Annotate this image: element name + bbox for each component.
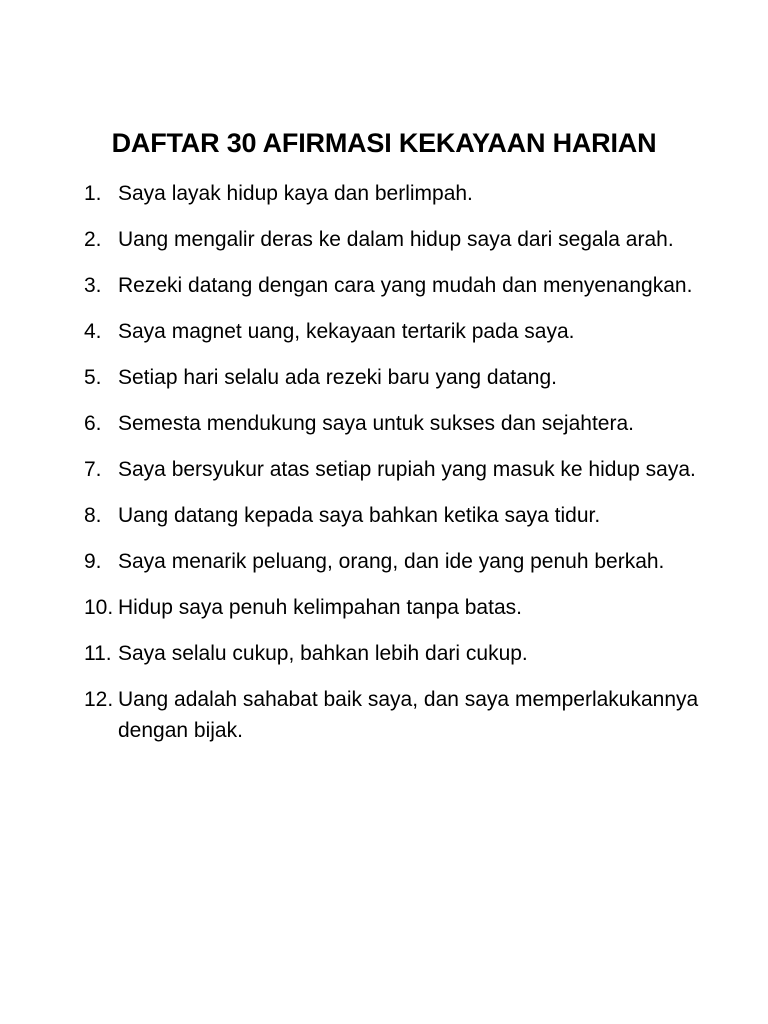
item-number: 2. <box>84 228 102 251</box>
item-text: Semesta mendukung saya untuk sukses dan sejahtera. <box>118 412 634 435</box>
item-number: 9. <box>84 550 102 573</box>
item-text: Saya selalu cukup, bahkan lebih dari cukup. <box>118 642 528 665</box>
item-number: 7. <box>84 458 102 481</box>
item-number: 11. <box>84 642 112 665</box>
item-text: Uang datang kepada saya bahkan ketika saya tidur. <box>118 504 601 527</box>
item-number: 3. <box>84 274 102 297</box>
item-text: Saya layak hidup kaya dan berlimpah. <box>118 182 473 205</box>
list-item <box>84 592 704 623</box>
list-item <box>84 408 704 439</box>
list-item <box>84 500 704 531</box>
list-item <box>84 638 704 669</box>
item-number: 1. <box>84 182 102 205</box>
list-item <box>84 546 704 577</box>
item-number: 4. <box>84 320 102 343</box>
item-text: Rezeki datang dengan cara yang mudah dan menyenangkan. <box>118 274 693 297</box>
list-item <box>84 454 704 485</box>
item-text: Setiap hari selalu ada rezeki baru yang datang. <box>118 366 557 389</box>
item-number: 8. <box>84 504 102 527</box>
item-text: Saya menarik peluang, orang, dan ide yang penuh berkah. <box>118 550 665 573</box>
list-item <box>84 362 704 393</box>
item-number: 12. <box>84 688 114 711</box>
item-text: Uang mengalir deras ke dalam hidup saya dari segala arah. <box>118 228 674 251</box>
item-number: 6. <box>84 412 102 435</box>
item-text: Uang adalah sahabat baik saya, dan saya memperlakukannya dengan bijak. <box>118 688 699 742</box>
list-item <box>84 224 704 255</box>
affirmation-list <box>84 178 704 761</box>
item-text: Saya bersyukur atas setiap rupiah yang masuk ke hidup saya. <box>118 458 696 481</box>
item-number: 10. <box>84 596 114 619</box>
list-item <box>84 316 704 347</box>
document-title: DAFTAR 30 AFIRMASI KEKAYAAN HARIAN <box>111 128 657 158</box>
item-text: Saya magnet uang, kekayaan tertarik pada saya. <box>118 320 575 343</box>
list-item <box>84 684 704 746</box>
list-item <box>84 178 704 209</box>
item-number: 5. <box>84 366 102 389</box>
item-text: Hidup saya penuh kelimpahan tanpa batas. <box>118 596 522 619</box>
list-item <box>84 270 704 301</box>
